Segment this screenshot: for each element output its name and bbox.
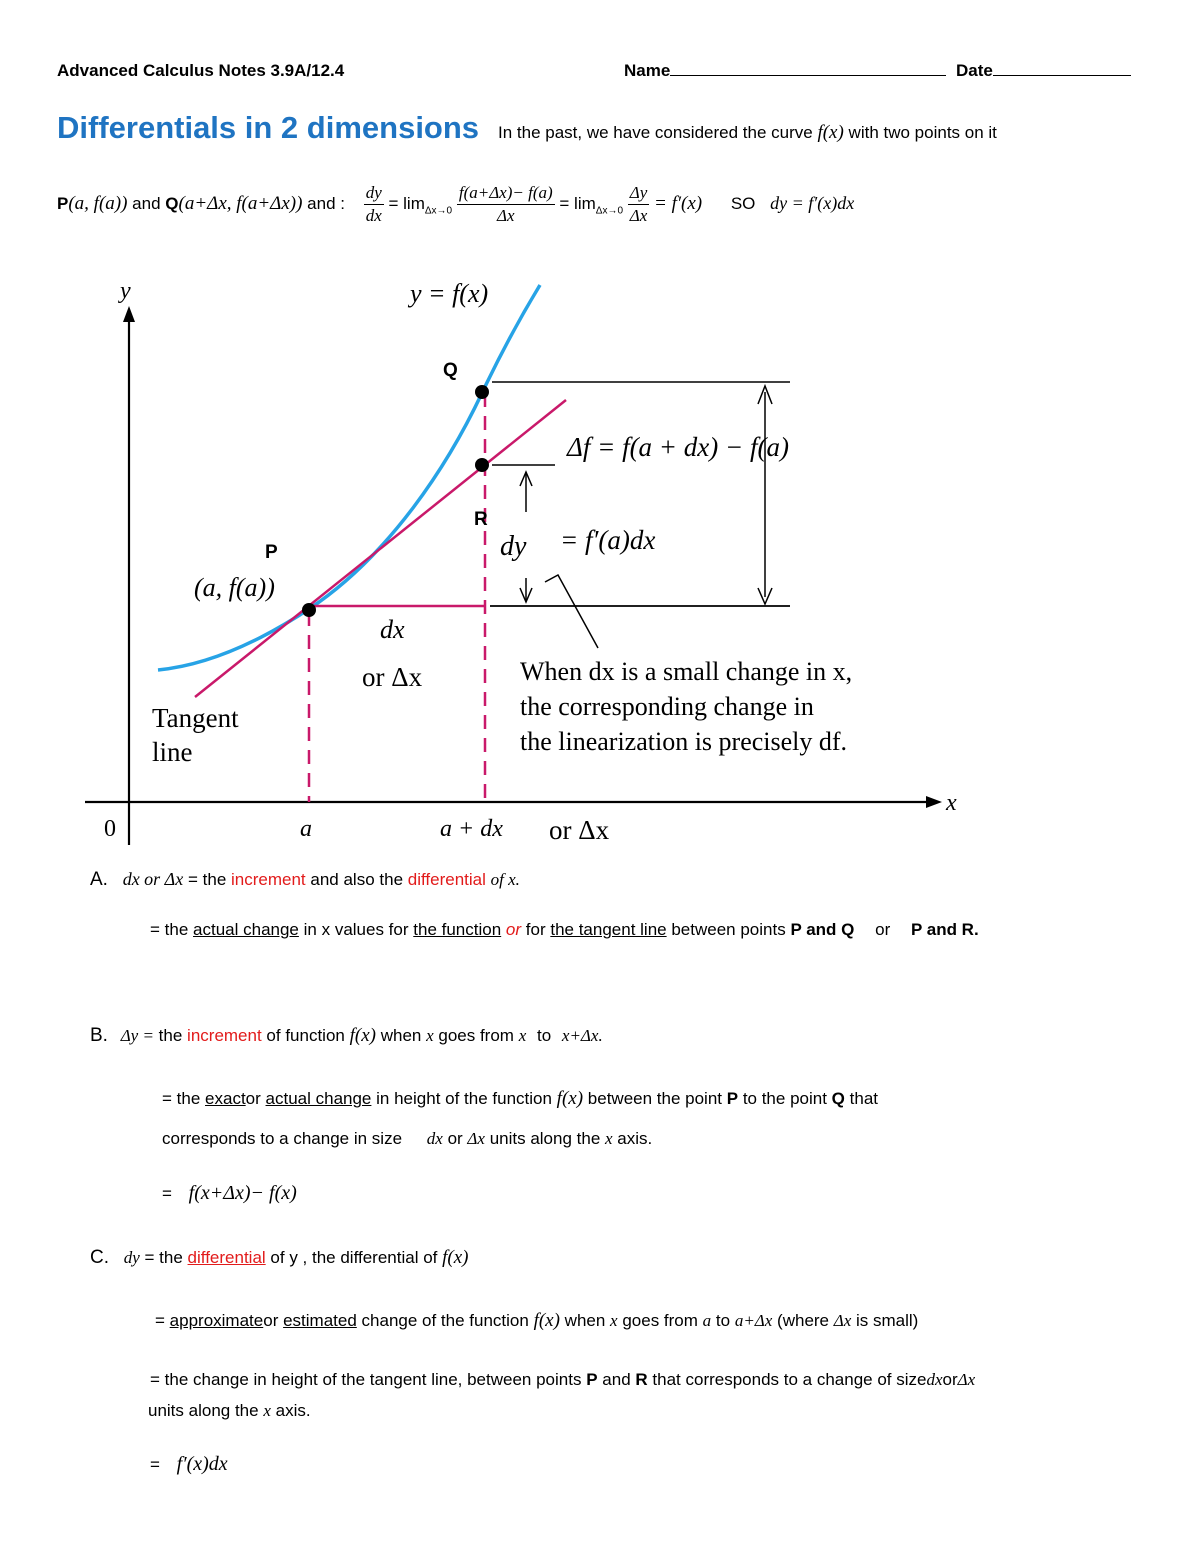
c2-where: (where (777, 1311, 830, 1330)
tick-a-dx: a + dx (440, 816, 503, 842)
b1-x: x (426, 1026, 434, 1045)
c2-x: x (610, 1311, 618, 1330)
b2-between: between the point (587, 1089, 722, 1108)
x-axis-arrow (926, 796, 942, 808)
b3-dx: dx (426, 1129, 443, 1148)
eq-lim-1: = lim (388, 194, 425, 213)
y-axis-arrow (123, 306, 135, 322)
b2-p: P (726, 1089, 739, 1108)
c3-text: = the change in height of the tangent line, between points (150, 1370, 582, 1389)
p-label: P (57, 194, 69, 213)
note-pointer (545, 575, 598, 648)
b1-goes-from: goes from (438, 1026, 514, 1045)
a2-p-and-r: P and R. (910, 920, 979, 939)
c4-x: x (263, 1401, 271, 1420)
point-r-dot (475, 458, 489, 472)
b1-fx: f(x) (349, 1025, 376, 1046)
frac-den-deltax2: Δx (629, 206, 648, 226)
section-a-of-x: of x. (490, 870, 520, 889)
b3-x: x (605, 1129, 613, 1148)
lim-sub-1: Δx→0 (424, 205, 453, 217)
section-a-line2 (150, 920, 979, 940)
tangent-label-2: line (152, 737, 193, 767)
b2-exact: exact (205, 1089, 246, 1108)
note-line-2: the corresponding change in (520, 692, 814, 721)
final-formula: dy = f′(x)dx (770, 193, 855, 213)
section-c-line1 (90, 1247, 469, 1269)
a2-for: for (525, 920, 546, 939)
c3-or: or (942, 1370, 958, 1389)
difference-quotient (457, 182, 555, 227)
c4-axis: axis. (275, 1401, 311, 1420)
b2-the: = the (162, 1089, 201, 1108)
a2-in-x-values: in x values for (303, 920, 409, 939)
a2-or: or (505, 920, 522, 939)
section-a-and-also: and also the (310, 870, 404, 889)
b1-the: the (158, 1026, 183, 1045)
b3-units: units along the (489, 1129, 601, 1148)
q-coords: (a+Δx, f(a+Δx)) (178, 193, 303, 214)
b1-dy: Δy = (120, 1026, 154, 1045)
name-label: Name (624, 61, 671, 80)
section-c-line2 (155, 1310, 918, 1332)
c3-delta-x: Δx (957, 1370, 976, 1389)
b1-x2: x (518, 1026, 527, 1045)
c3-and: and (602, 1370, 631, 1389)
frac-num-deltay: Δy (628, 182, 650, 205)
section-b-line3 (162, 1129, 652, 1149)
c1-differential: differential (187, 1248, 266, 1267)
c3-r: R (635, 1370, 648, 1389)
derivative-result: = f′(x) (654, 193, 703, 214)
intro-text (498, 122, 997, 144)
page-title: Differentials in 2 dimensions (57, 110, 480, 145)
c2-delta-x: Δx (833, 1311, 852, 1330)
c2-goes-from: goes from (622, 1311, 698, 1330)
dy-dx-fraction (364, 182, 384, 227)
b2-fx: f(x) (556, 1088, 584, 1109)
point-p-label: P (265, 542, 278, 563)
date-label: Date (956, 61, 993, 80)
section-b-line2 (162, 1088, 878, 1110)
intro-before: In the past, we have considered the curve (498, 123, 813, 142)
c1-dy: dy (123, 1248, 140, 1267)
c2-or: or (263, 1311, 279, 1330)
section-a-eq: = the (187, 870, 227, 889)
frac-num-diff: f(a+Δx)− f(a) (457, 182, 555, 205)
c2-is-small: is small) (856, 1311, 919, 1330)
b3-delta-x: Δx (467, 1129, 485, 1148)
point-q-label: Q (443, 360, 458, 381)
section-a-differential: differential (407, 870, 486, 889)
a2-p-and-q: P and Q (790, 920, 855, 939)
function-curve (158, 285, 540, 670)
tangent-label-1: Tangent (152, 703, 239, 733)
so-word: SO (730, 194, 756, 213)
y-axis-label: y (120, 278, 131, 304)
c3-text-b: that corresponds to a change of size (652, 1370, 927, 1389)
frac-den-dx: dx (365, 206, 382, 226)
c3-p: P (586, 1370, 598, 1389)
a2-tangent-line: the tangent line (550, 920, 667, 939)
frac-num-dy: dy (364, 182, 384, 205)
b3-text: corresponds to a change in size (162, 1129, 403, 1148)
c3-dx: dx (926, 1370, 943, 1389)
points-line (57, 175, 854, 239)
b1-when: when (380, 1026, 422, 1045)
point-p-dot (302, 603, 316, 617)
section-a-increment: increment (231, 870, 306, 889)
b1-increment: increment (187, 1026, 262, 1045)
section-a-math: dx or Δx (122, 869, 184, 889)
x-axis-label: x (946, 790, 957, 816)
b2-actual-change: actual change (265, 1089, 372, 1108)
p-coords: (a, f(a)) (68, 193, 128, 214)
b4-eq: = (162, 1184, 172, 1203)
dx-label: dx (380, 615, 405, 644)
tick-a: a (300, 816, 312, 842)
name-field[interactable] (624, 61, 946, 81)
note-line-1: When dx is a small change in x, (520, 657, 853, 686)
c2-eq: = (155, 1311, 165, 1330)
c2-to: to (715, 1311, 731, 1330)
c5-math: f′(x)dx (176, 1453, 228, 1475)
note-line-3: the linearization is precisely df. (520, 727, 848, 756)
c2-estimated: estimated (283, 1311, 357, 1330)
delta-f-label: Δf = f(a + dx) − f(a) (567, 432, 789, 462)
differential-diagram (0, 270, 1200, 870)
intro-after: with two points on it (848, 123, 997, 142)
section-b-letter: B. (90, 1025, 108, 1046)
section-c-line4 (148, 1401, 311, 1421)
c2-change-of: change of the function (361, 1311, 529, 1330)
c2-when: when (564, 1311, 606, 1330)
c1-eq-the: = the (144, 1248, 183, 1267)
b3-axis: axis. (617, 1129, 653, 1148)
curve-label: y = f(x) (410, 279, 489, 308)
b1-to: to (536, 1026, 552, 1045)
intro-curve: f(x) (817, 122, 844, 143)
date-field[interactable] (956, 61, 1131, 81)
c1-of-y: of y , the differential of (270, 1248, 438, 1267)
section-a-letter: A. (90, 869, 108, 890)
b1-x-dx: x+Δx. (561, 1026, 603, 1045)
a2-or2: or (875, 920, 891, 939)
section-a-line1 (90, 869, 520, 891)
section-c-line3 (150, 1370, 975, 1390)
b2-or: or (245, 1089, 261, 1108)
a2-eq: = the (150, 920, 189, 939)
and-2: and : (307, 194, 345, 213)
b2-in-height: in height of the function (376, 1089, 552, 1108)
c2-approximate: approximate (169, 1311, 264, 1330)
eq-lim-2: = lim (559, 194, 596, 213)
c4-text: units along the (148, 1401, 259, 1420)
point-q-dot (475, 385, 489, 399)
section-c-line5 (150, 1453, 228, 1476)
dy-label: dy (500, 531, 527, 562)
c2-a-dx: a+Δx (734, 1311, 773, 1330)
c2-fx: f(x) (533, 1310, 560, 1331)
b3-or: or (447, 1129, 463, 1148)
b4-math: f(x+Δx)− f(x) (188, 1182, 297, 1204)
point-p-coords: (a, f(a)) (194, 573, 275, 602)
dy-formula: = f′(a)dx (560, 525, 656, 555)
b2-q: Q (831, 1089, 845, 1108)
course-header: Advanced Calculus Notes 3.9A/12.4 (57, 61, 345, 80)
point-r-label: R (474, 509, 488, 530)
a2-between: between points (671, 920, 786, 939)
b1-of-function: of function (266, 1026, 345, 1045)
section-c-letter: C. (90, 1247, 109, 1268)
c5-eq: = (150, 1455, 160, 1474)
c1-fx: f(x) (442, 1247, 469, 1268)
and-1: and (132, 194, 161, 213)
tick-or-delta-x: or Δx (549, 815, 610, 845)
lim-sub-2: Δx→0 (595, 205, 624, 217)
or-delta-x-label: or Δx (362, 662, 423, 692)
a2-actual-change: actual change (193, 920, 299, 939)
origin-label: 0 (104, 816, 116, 842)
section-b-line4 (162, 1182, 297, 1205)
b2-that: that (849, 1089, 878, 1108)
a2-the-function: the function (413, 920, 502, 939)
c2-a: a (702, 1311, 712, 1330)
b2-to-point: to the point (742, 1089, 827, 1108)
q-label: Q (165, 194, 179, 213)
frac-den-deltax: Δx (496, 206, 515, 226)
section-b-line1 (90, 1025, 603, 1047)
delta-fraction (628, 182, 650, 227)
